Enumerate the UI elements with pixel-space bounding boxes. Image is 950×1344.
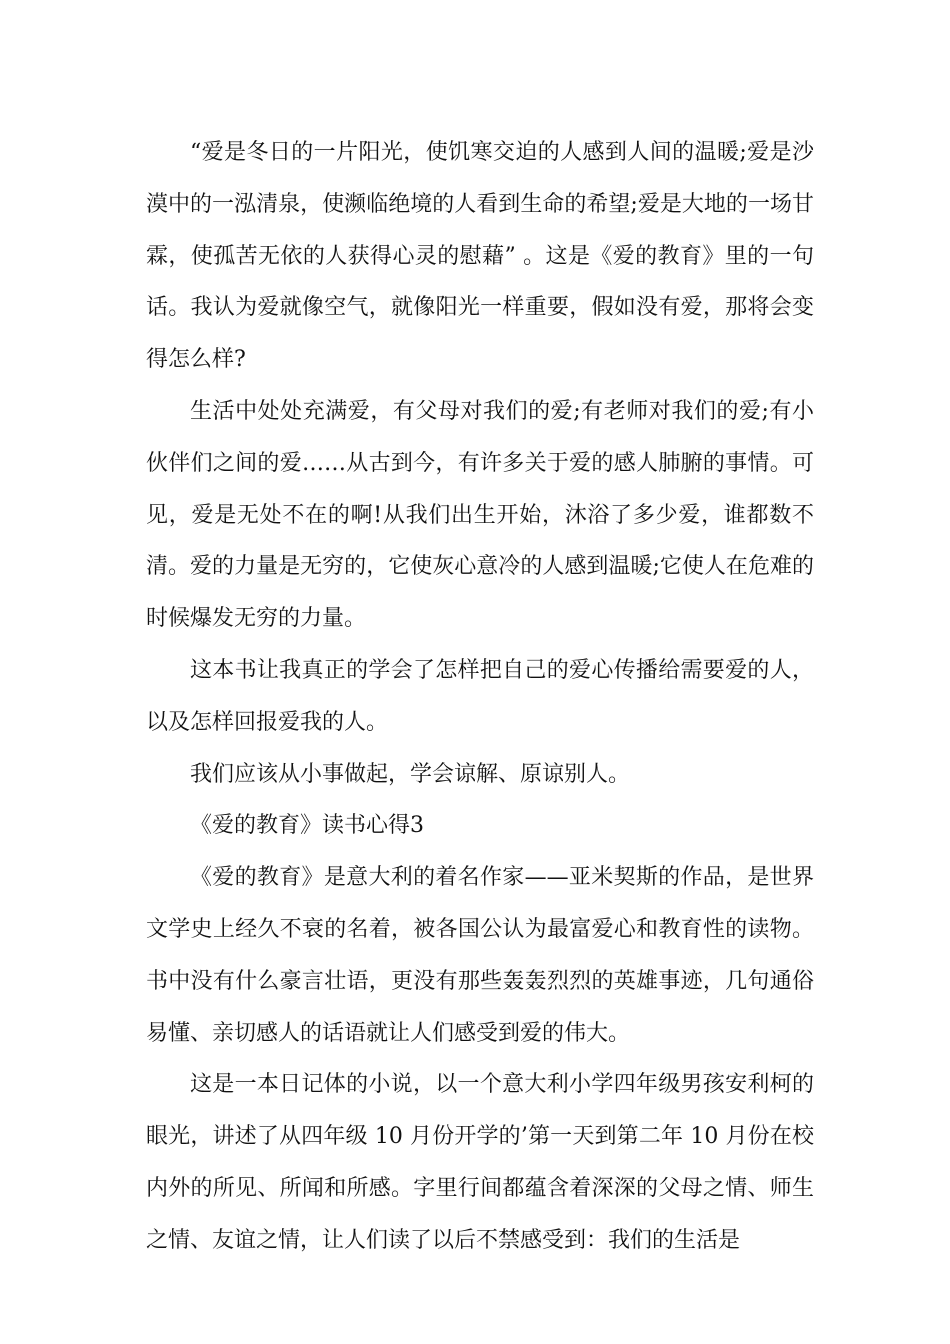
paragraph-book-intro: 《爱的教育》是意大利的着名作家——亚米契斯的作品，是世界文学史上经久不衰的名着，被各国公认为最富爱心和教育性的读物。书中没有什么豪言壮语，更没有那些轰轰烈烈的英雄事迹，几句通俗易懂、亲切感人的话语就让人们感受到爱的伟大。	[146, 865, 814, 1046]
paragraph-small-things: 我们应该从小事做起，学会谅解、原谅别人。	[190, 761, 631, 787]
section-heading: 《爱的教育》读书心得3	[190, 813, 424, 839]
paragraph-diary-novel: 这是一本日记体的小说，以一个意大利小学四年级男孩安利柯的眼光，讲述了从四年级 10 月份开学的’第一天到第二年 10 月份在校内外的所见、所闻和所感。字里行间都蕴含着深深的父母之情、师生之情、友谊之情，让人们读了以后不禁感受到：我们的生活是	[146, 1072, 814, 1253]
document-body	[146, 127, 814, 1267]
paragraph-love-everywhere: 生活中处处充满爱，有父母对我们的爱;有老师对我们的爱;有小伙伴们之间的爱……从古到今，有许多关于爱的感人肺腑的事情。可见，爱是无处不在的啊!从我们出生开始，沐浴了多少爱，谁都数不清。爱的力量是无穷的，它使灰心意冷的人感到温暖;它使人在危难的时候爆发无穷的力量。	[146, 398, 814, 632]
paragraph-book-lesson: 这本书让我真正的学会了怎样把自己的爱心传播给需要爱的人，以及怎样回报爱我的人。	[146, 657, 814, 735]
paragraph-love-quote: “爱是冬日的一片阳光，使饥寒交迫的人感到人间的温暖;爱是沙漠中的一泓清泉，使濒临绝境的人看到生命的希望;爱是大地的一场甘霖，使孤苦无依的人获得心灵的慰藉” 。这是《爱的教育》里的一句话。我认为爱就像空气，就像阳光一样重要，假如没有爱，那将会变得怎么样?	[146, 140, 814, 373]
